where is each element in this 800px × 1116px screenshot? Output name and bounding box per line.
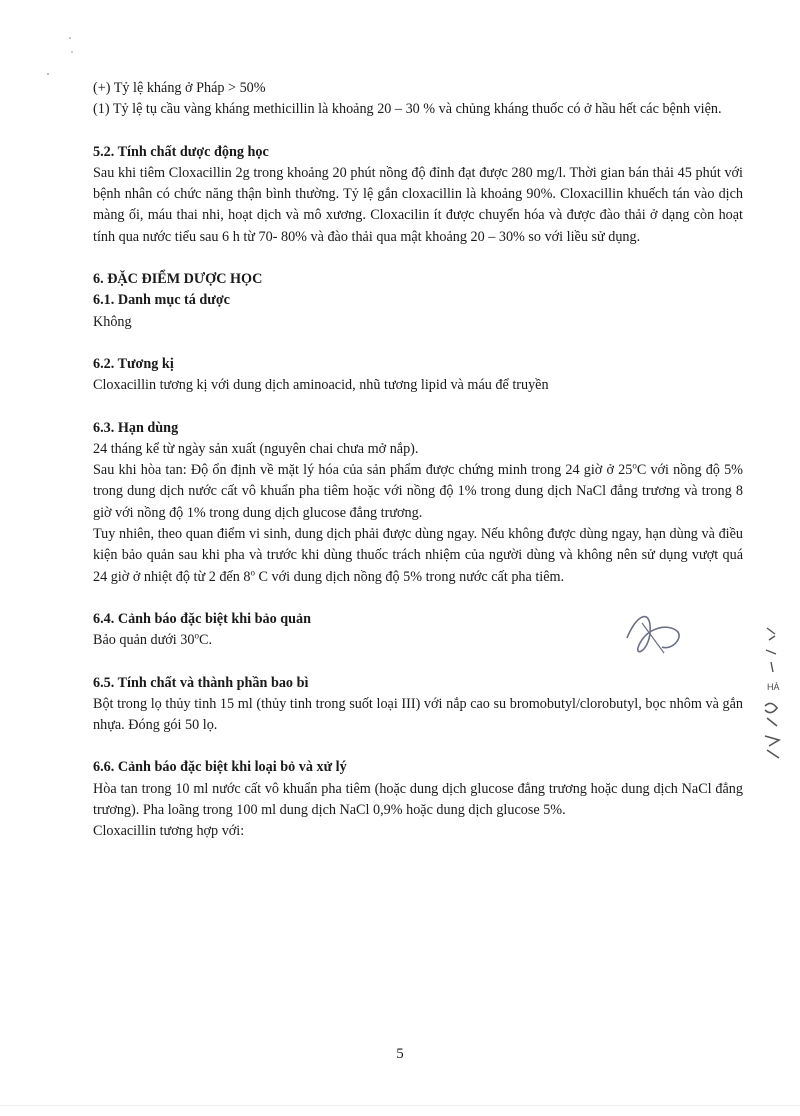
section-6-1-heading: 6.1. Danh mục tá dược [93,292,230,309]
text-run: C. [199,632,213,649]
text-run: Tuy nhiên, theo quan điểm vi sinh, dung dịch phải được dùng ngay. Nếu không được dùng ngay, hạn dùng và điều kiện bảo quản sau khi pha và trước khi dùng thuốc trách nhiệm của người dùng và không nên sử dụng vượt quá 24 giờ ở nhiệt độ từ 2 đến 8 [93,526,743,585]
section-6-5-body: Bột trong lọ thủy tinh 15 ml (thủy tinh trong suốt loại III) với nắp cao su bromobutyl/clorobutyl, bọc nhôm và gắn nhựa. Đóng gói 50 lọ. [93,695,743,734]
text-run: Sau khi hòa tan: Độ ổn định về mặt lý hóa của sản phẩm được chứng minh trong 24 giờ ở 25 [93,462,633,479]
scan-edge [0,1105,800,1106]
section-5-2-body: Sau khi tiêm Cloxacillin 2g trong khoảng 20 phút nồng độ đỉnh đạt được 280 mg/l. Thời gian bán thải 45 phút với bệnh nhân có chức năng thận bình thường. Tỷ lệ gắn cloxacillin là khoảng 90%. Cloxacillin khuếch tán vào dịch màng ối, máu thai nhi, hoạt dịch và mô xương. Cloxacilin ít được chuyển hóa và được đào thải ở dạng còn hoạt tính qua nước tiểu sau 6 h từ 70- 80% và đào thải qua mật khoảng 20 – 30% so với liều sử dụng. [93,164,743,245]
text-run: C với nồng độ 5% trong dung dịch nước cất vô khuẩn pha tiêm hoặc với nồng độ 1% trong dung dịch NaCl đẳng trương và trong 8 giờ với nồng độ 1% trong dung dịch glucose đẳng trương. [93,462,743,521]
section-6-4-heading: 6.4. Cảnh báo đặc biệt khi bảo quản [93,610,312,627]
page-number: 5 [396,1046,404,1062]
degree-sup: o [250,566,255,577]
section-6-6-heading: 6.6. Cảnh báo đặc biệt khi loại bỏ và xử lý [93,759,347,776]
section-6-3-p1: 24 tháng kể từ ngày sản xuất (nguyên chai chưa mở nắp). [93,440,419,457]
section-6-2-body: Cloxacillin tương kị với dung dịch aminoacid, nhũ tương lipid và máu để truyền [93,377,549,394]
section-6-3-p3 [93,524,743,588]
text-run: C với dung dịch nồng độ 5% trong nước cất pha tiêm. [254,568,565,585]
section-6-6-body: Hòa tan trong 10 ml nước cất vô khuẩn pha tiêm (hoặc dung dịch glucose đẳng trương hoặc dung dịch NaCl đẳng trương). Pha loãng trong 100 ml dung dịch NaCl 0,9% hoặc dung dịch glucose 5%. [93,780,743,819]
degree-sup: o [194,630,199,641]
section-6-6-body-2: Cloxacillin tương hợp với: [93,823,245,840]
section-6-3-heading: 6.3. Hạn dùng [93,419,179,436]
resistance-line-2: (1) Tỷ lệ tụ cầu vàng kháng methicillin là khoảng 20 – 30 % và chủng kháng thuốc có ở hầu hết các bệnh viện. [93,101,722,118]
section-6-5-heading: 6.5. Tính chất và thành phần bao bì [93,674,309,691]
stamp-text: HÀ [767,682,780,692]
text-run: Bảo quản dưới 30 [93,632,195,649]
resistance-line-1: (+) Tỷ lệ kháng ở Pháp > 50% [93,80,266,96]
side-stamp-marks [757,618,787,768]
degree-sup: o [632,460,637,471]
section-6-heading: 6. ĐẶC ĐIỂM DƯỢC HỌC [93,271,263,288]
section-6-1-body: Không [93,313,132,330]
document-body [93,78,743,843]
section-6-3-p2 [93,460,743,524]
section-6-2-heading: 6.2. Tương kị [93,355,174,372]
handwritten-signature [622,603,692,663]
scan-specks [40,30,80,80]
section-5-2-heading: 5.2. Tính chất dược động học [93,143,269,160]
